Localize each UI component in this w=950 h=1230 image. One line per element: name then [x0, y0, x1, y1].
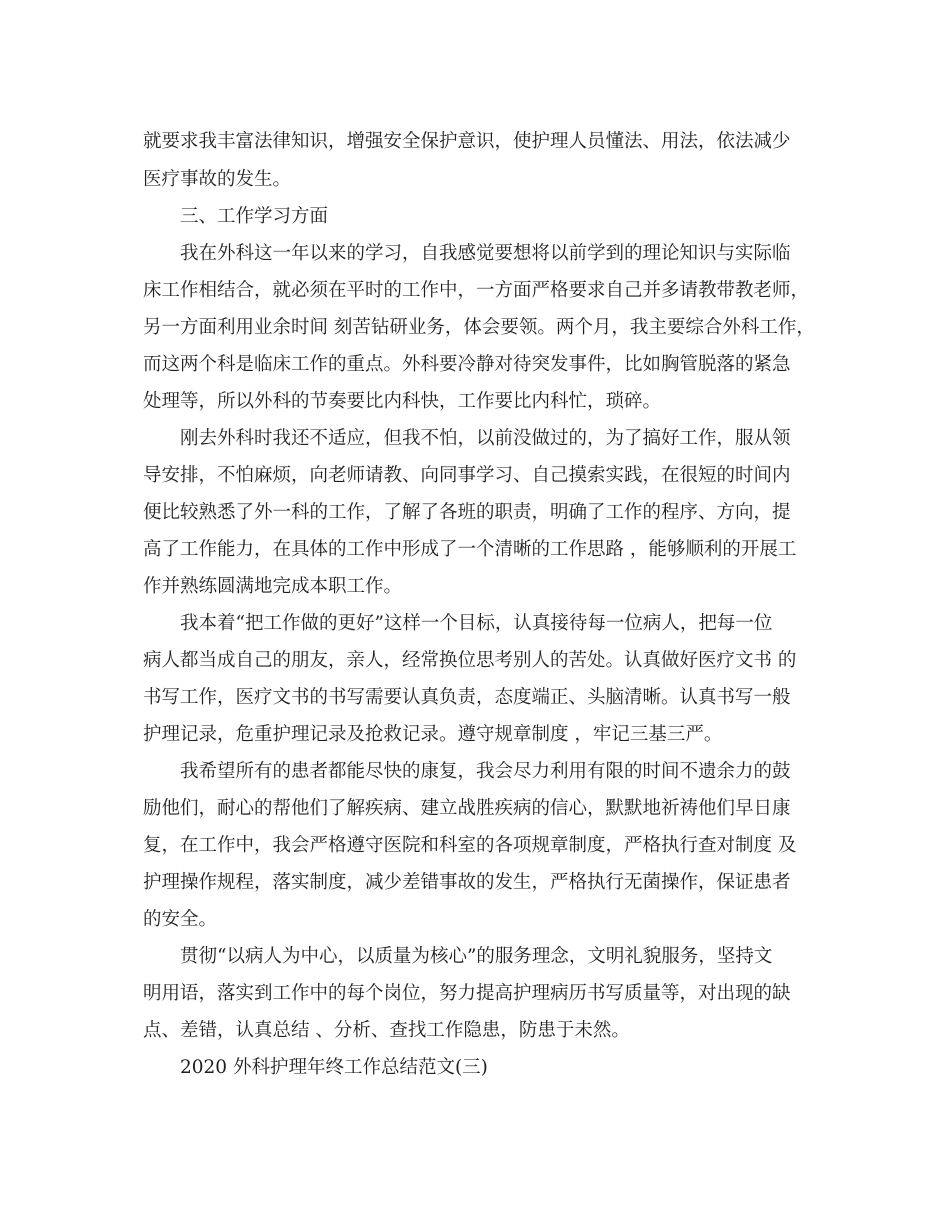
text-line: 医疗事故的发生。	[143, 169, 292, 190]
text-line: 励他们，耐心的帮他们了解疾病、建立战胜疾病的信心，默默地祈祷他们早日康	[143, 798, 791, 819]
text-line: 刚去外科时我还不适应，但我不怕，以前没做过的，为了搞好工作，服从领	[180, 428, 791, 449]
text-line: 我本着“把工作做的更好”这样一个目标，认真接待每一位病人，把每一位	[180, 613, 773, 634]
text-line: 作并熟练圆满地完成本职工作。	[143, 576, 403, 597]
text-line: 而这两个科是临床工作的重点。外科要冷静对待突发事件，比如胸管脱落的紧急	[143, 354, 791, 375]
text-line: 导安排，不怕麻烦，向老师请教、向同事学习、自己摸索实践，在很短的时间内	[143, 465, 791, 486]
text-line: 我在外科这一年以来的学习，自我感觉要想将以前学到的理论知识与实际临	[180, 243, 791, 264]
text-line: 复，在工作中，我会严格遵守医院和科室的各项规章制度，严格执行查对制度 及	[143, 835, 797, 856]
text-line: 明用语，落实到工作中的每个岗位，努力提高护理病历书写质量等，对出现的缺	[143, 983, 791, 1004]
text-line: 就要求我丰富法律知识，增强安全保护意识，使护理人员懂法、用法，依法减少	[143, 131, 791, 152]
text-line: 处理等，所以外科的节奏要比内科快，工作要比内科忙，琐碎。	[143, 391, 662, 412]
text-line: 床工作相结合，就必须在平时的工作中，一方面严格要求自己并多请教带教老师，	[143, 280, 810, 301]
text-line: 我希望所有的患者都能尽快的康复，我会尽力利用有限的时间不遗余力的鼓	[180, 761, 791, 782]
next-section-title: 2020 外科护理年终工作总结范文(三)	[180, 1057, 488, 1078]
text-line: 点、差错，认真总结 、分析、查找工作隐患，防患于未然。	[143, 1020, 630, 1041]
text-line: 贯彻“以病人为中心，以质量为核心”的服务理念，文明礼貌服务，坚持文	[180, 946, 773, 967]
text-line: 高了工作能力，在具体的工作中形成了一个清晰的工作思路 ，能够顺利的开展工	[143, 539, 797, 560]
text-line: 另一方面利用业余时间 刻苦钻研业务，体会要领。两个月，我主要综合外科工作，	[143, 317, 815, 338]
text-line: 书写工作，医疗文书的书写需要认真负责，态度端正、头脑清晰。认真书写一般	[143, 687, 791, 708]
text-line: 护理操作规程，落实制度，减少差错事故的发生，严格执行无菌操作，保证患者	[143, 872, 791, 893]
section-heading: 三、工作学习方面	[180, 206, 329, 227]
text-line: 护理记录，危重护理记录及抢救记录。遵守规章制度 ，牢记三基三严。	[143, 724, 723, 745]
text-line: 便比较熟悉了外一科的工作，了解了各班的职责，明确了工作的程序、方向，提	[143, 502, 791, 523]
text-line: 病人都当成自己的朋友，亲人，经常换位思考别人的苦处。认真做好医疗文书 的	[143, 650, 797, 671]
text-line: 的安全。	[143, 909, 218, 930]
